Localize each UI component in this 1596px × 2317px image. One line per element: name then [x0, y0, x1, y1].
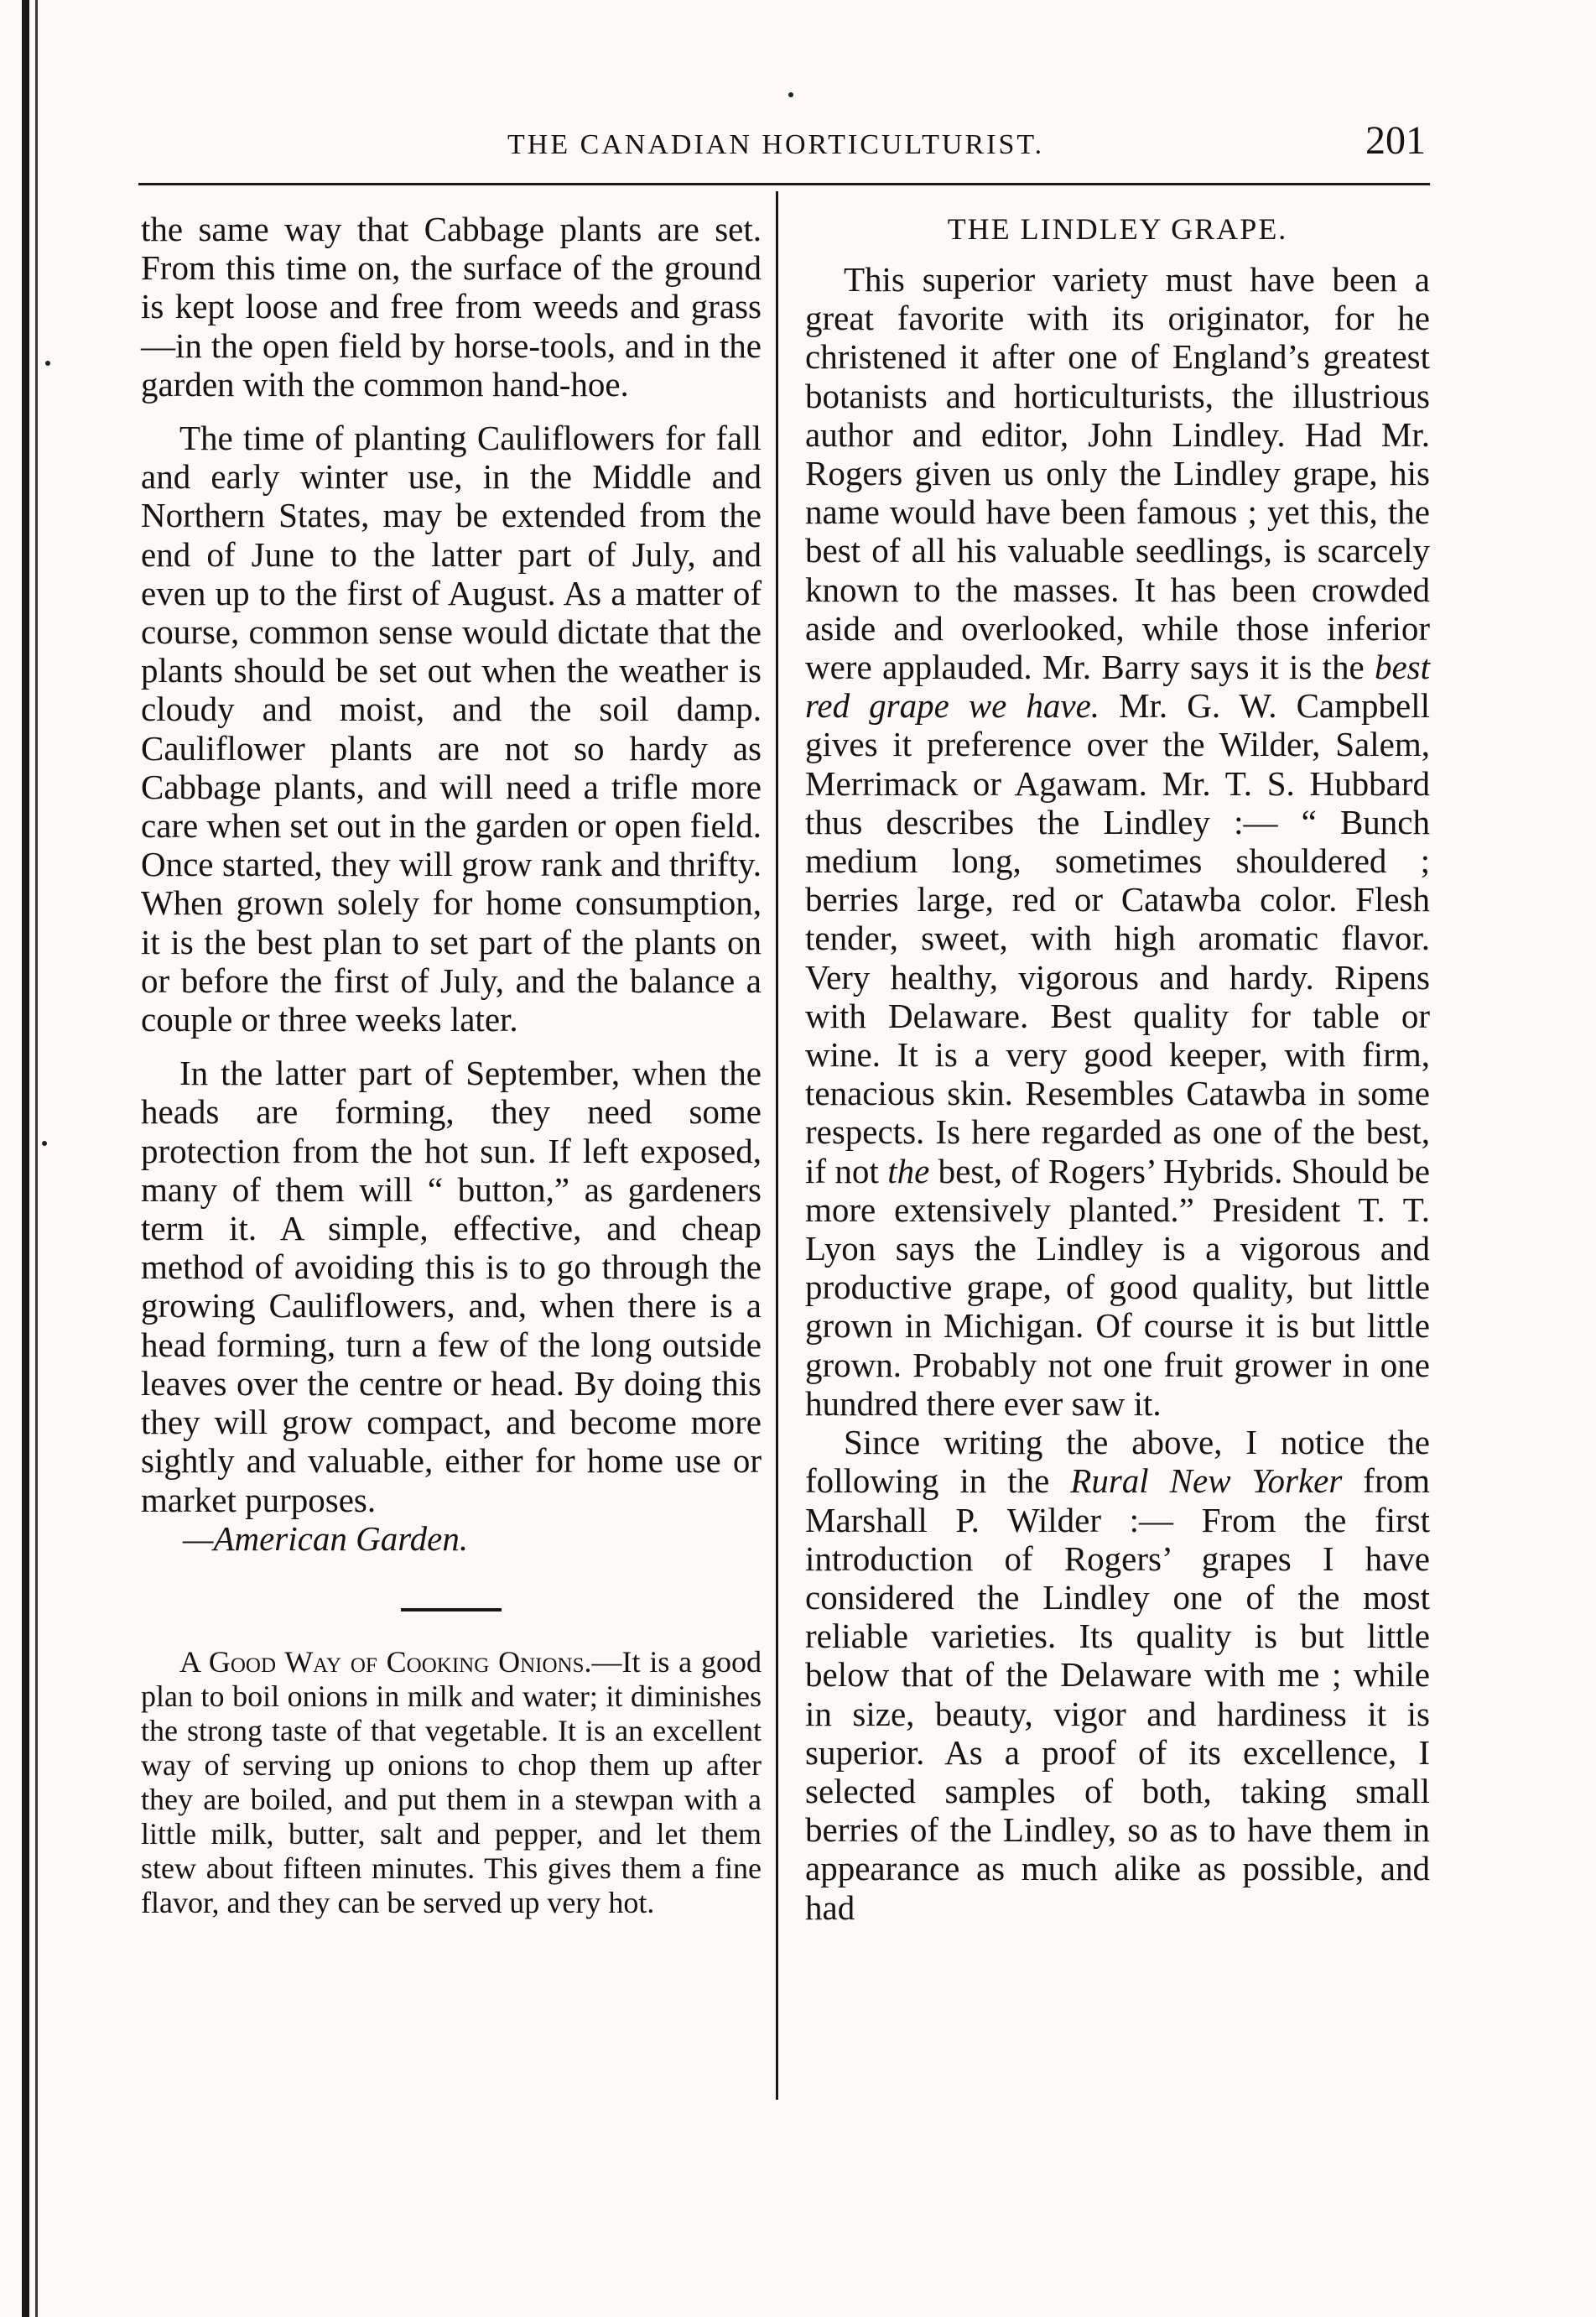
- text-run: best, of Rogers’ Hybrids. Should be more extensively planted.” President T. T. Lyon says the Lindley is a vigorous and productive grape, of good quality, but little grown in Michigan. Of course it is but little grown. Probably not one fruit grower in one hundred there ever saw it.: [805, 1151, 1430, 1423]
- column-divider: [776, 191, 778, 2100]
- text-run: Since writing the above, I notice the following in the: [805, 1423, 1430, 1501]
- binding-edge: [22, 0, 29, 2317]
- right-column: [805, 210, 1430, 1927]
- emphasis: Rural New Yorker: [1070, 1461, 1343, 1501]
- paragraph: the same way that Cabbage plants are set. From this time on, the surface of the ground is kept loose and free from weeds and grass—in the open field by horse-tools, and in the garden with the common hand-hoe.: [141, 210, 762, 404]
- emphasis: best red grape we have.: [805, 648, 1430, 726]
- binding-edge-inner: [35, 0, 38, 2317]
- page-header: [138, 117, 1426, 176]
- text-run: This superior variety must have been a great favorite with its originator, for he christened it after one of England’s greatest botanists and horticulturists, the illustrious author and editor, John Lindley. Had Mr. Rogers given us only the Lindley grape, his name would have been famous ; yet this, the best of all his valuable seedlings, is scarcely known to the masses. It has been crowded aside and overlooked, while those inferior were applauded. Mr. Barry says it is the: [805, 260, 1430, 687]
- header-rule: [138, 183, 1430, 185]
- paragraph: [805, 1423, 1430, 1927]
- paragraph: The time of planting Cauliflowers for fall and early winter use, in the Middle and Northern States, may be extended from the end of June to the latter part of July, and even up to the first of August. As a matter of course, common sense would dictate that the plants should be set out when the weather is cloudy and moist, and the soil damp. Cauliflower plants are not so hardy as Cabbage plants, and will need a trifle more care when set out in the garden or open field. Once started, they will grow rank and thrifty. When grown solely for home consumption, it is the best plan to set part of the plants on or before the first of July, and the balance a couple or three weeks later.: [141, 419, 762, 1039]
- page-number: 201: [1365, 118, 1426, 163]
- attribution: —American Garden.: [183, 1518, 469, 1558]
- running-title: THE CANADIAN HORTICULTURIST.: [507, 129, 1045, 160]
- text-run: Mr. G. W. Campbell gives it preference over the Wilder, Salem, Merrimack or Agawam. Mr. T. S. Hubbard thus describes the Lindley :— “ Bunch medium long, sometimes shouldered ; berries large, red or Catawba color. Flesh tender, sweet, with high aromatic flavor. Very healthy, vigorous and hardy. Ripens with Delaware. Best quality for table or wine. It is a very good keeper, with firm, tenacious skin. Resembles Catawba in some respects. Is here regarded as one of the best, if not: [805, 686, 1430, 1190]
- ink-speck: [42, 1141, 47, 1146]
- text-run: from Marshall P. Wilder :— From the first introduction of Rogers’ grapes I have considered the Lindley one of the most reliable varieties. Its quality is but little below that of the Delaware with me ; while in size, beauty, vigor and hardiness it is superior. As a proof of its excellence, I selected samples of both, taking small berries of the Lindley, so as to have them in appearance as much alike as possible, and had: [805, 1461, 1430, 1927]
- emphasis: the: [887, 1151, 930, 1190]
- paragraph: [805, 260, 1430, 1423]
- cooking-note: [141, 1645, 762, 1920]
- paragraph: In the latter part of September, when the heads are forming, they need some protection from the hot sun. If left exposed, many of them will “ button,” as gardeners term it. A simple, effective, and cheap method of avoiding this is to go through the growing Cauliflowers, and, when there is a head forming, turn a few of the long outside leaves over the centre or head. By doing this they will grow compact, and become more sightly and valuable, either for home use or market purposes.: [141, 1054, 762, 1519]
- ink-speck: [45, 361, 50, 366]
- section-separator: [401, 1608, 502, 1611]
- article-title: THE LINDLEY GRAPE.: [947, 212, 1288, 246]
- note-title: A Good Way of Cooking Onions.: [179, 1644, 592, 1679]
- note-body: —It is a good plan to boil onions in milk and water; it diminishes the strong taste of that vegetable. It is an excellent way of serving up onions to chop them up after they are boiled, and put them in a stewpan with a little milk, butter, salt and pepper, and let them stew about fifteen minutes. This gives them a fine flavor, and they can be served up very hot.: [141, 1644, 762, 1919]
- ink-speck: [788, 92, 793, 97]
- left-column: [141, 210, 762, 1920]
